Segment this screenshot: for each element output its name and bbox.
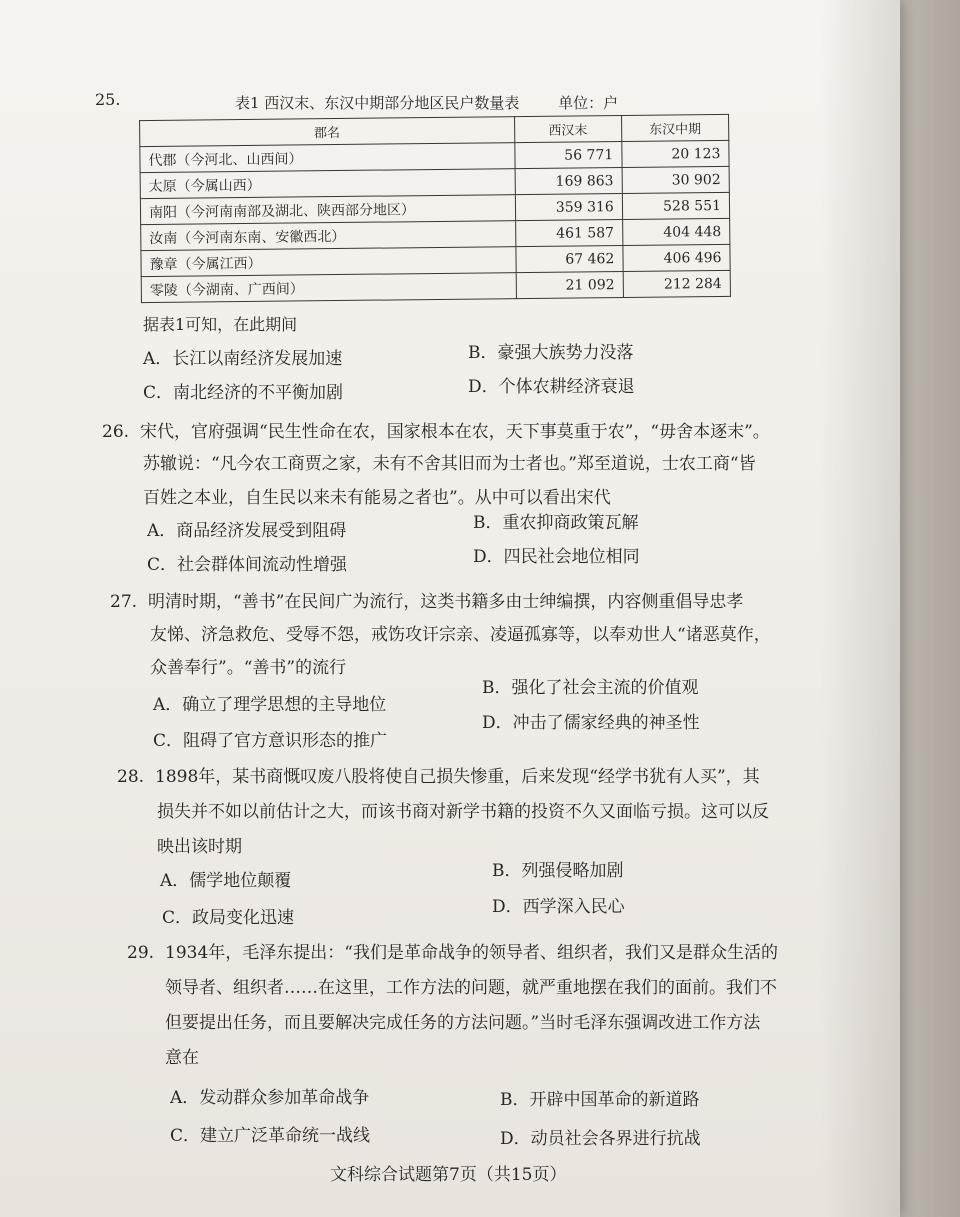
question-text: 1934年，毛泽东提出：“我们是革命战争的领导者、组织者，我们又是群众生活的 xyxy=(165,943,778,963)
option-c: C．社会群体间流动性增强 xyxy=(147,555,348,575)
table-title: 表1 西汉末、东汉中期部分地区民户数量表 xyxy=(235,94,520,112)
option-a: A．商品经济发展受到阻碍 xyxy=(147,521,347,541)
question-number: 27. xyxy=(110,592,138,612)
question-text: 领导者、组织者……在这里，工作方法的问题，就严重地摆在我们的面前。我们不 xyxy=(165,978,777,998)
question-text: 友悌、济急救危、受辱不怨，戒饬攻讦宗亲、凌逼孤寡等，以奉劝世人“诸恶莫作， xyxy=(150,625,771,645)
east-han-cell: 30 902 xyxy=(622,166,729,193)
option-d: D．冲击了儒家经典的神圣性 xyxy=(482,713,700,733)
table-caption xyxy=(235,92,618,113)
option-c: C．政局变化迅速 xyxy=(162,908,295,928)
region-cell: 南阳（今河南南部及湖北、陕西部分地区） xyxy=(140,195,515,225)
question-stem: 据表1可知，在此期间 xyxy=(143,315,298,334)
west-han-cell: 56 771 xyxy=(514,142,621,169)
region-cell: 汝南（今河南东南、安徽西北） xyxy=(141,221,516,251)
option-a: A．发动群众参加革命战争 xyxy=(170,1088,370,1108)
page-footer: 文科综合试题第7页（共15页） xyxy=(330,1165,567,1185)
background-shadow xyxy=(820,0,960,1217)
question-number: 25. xyxy=(95,90,121,109)
question-text: 宋代，官府强调“民生性命在农，国家根本在农，天下事莫重于农”，“毋舍本逐末”。 xyxy=(140,422,770,442)
option-a: A．确立了理学思想的主导地位 xyxy=(153,695,387,715)
option-b: B．列强侵略加剧 xyxy=(492,861,624,881)
question-number: 26. xyxy=(102,422,130,442)
option-a: A．儒学地位颠覆 xyxy=(160,871,292,891)
east-han-cell: 528 551 xyxy=(622,192,729,219)
table-row xyxy=(141,270,730,302)
region-cell: 豫章（今属江西） xyxy=(141,247,516,277)
header-west-han: 西汉末 xyxy=(514,116,621,143)
question-text: 意在 xyxy=(165,1048,199,1068)
option-b: B．开辟中国革命的新道路 xyxy=(500,1090,700,1110)
option-d: D．动员社会各界进行抗战 xyxy=(500,1129,701,1149)
question-number: 28. xyxy=(117,767,145,787)
question-number: 29. xyxy=(127,943,155,963)
option-b: B．强化了社会主流的价值观 xyxy=(482,678,699,698)
question-line xyxy=(127,938,778,963)
question-line xyxy=(110,587,743,612)
option-b: B．重农抑商政策瓦解 xyxy=(473,513,639,533)
question-text: 百姓之本业，自生民以来未有能易之者也”。从中可以看出宋代 xyxy=(143,488,611,508)
east-han-cell: 404 448 xyxy=(622,218,729,245)
header-region: 郡名 xyxy=(140,117,515,147)
region-cell: 零陵（今湖南、广西间） xyxy=(141,273,516,303)
option-d: D．四民社会地位相同 xyxy=(473,547,640,567)
region-cell: 太原（今属山西） xyxy=(140,169,515,199)
population-table xyxy=(139,114,731,303)
question-text: 但要提出任务，而且要解决完成任务的方法问题。”当时毛泽东强调改进工作方法 xyxy=(165,1013,761,1033)
question-text: 明清时期，“善书”在民间广为流行，这类书籍多由士绅编撰，内容侧重倡导忠孝 xyxy=(148,592,744,612)
region-cell: 代郡（今河北、山西间） xyxy=(140,143,515,173)
question-text: 映出该时期 xyxy=(157,837,242,857)
west-han-cell: 169 863 xyxy=(515,168,622,195)
question-line xyxy=(117,762,760,787)
option-c: C．南北经济的不平衡加剧 xyxy=(143,383,344,403)
question-text: 众善奉行”。“善书”的流行 xyxy=(150,658,347,678)
option-c: C．阻碍了官方意识形态的推广 xyxy=(153,731,388,751)
option-c: C．建立广泛革命统一战线 xyxy=(170,1126,371,1146)
option-d: D．个体农耕经济衰退 xyxy=(468,377,635,397)
west-han-cell: 21 092 xyxy=(516,272,623,299)
header-east-han: 东汉中期 xyxy=(621,114,728,141)
option-d: D．西学深入民心 xyxy=(492,897,625,917)
question-text: 1898年，某书商慨叹废八股将使自己损失惨重，后来发现“经学书犹有人买”，其 xyxy=(155,767,760,787)
question-line xyxy=(102,417,770,442)
question-text: 损失并不如以前估计之大，而该书商对新学书籍的投资不久又面临亏损。这可以反 xyxy=(157,802,769,822)
east-han-cell: 212 284 xyxy=(623,270,730,297)
option-a: A．长江以南经济发展加速 xyxy=(143,349,343,369)
table-unit: 单位：户 xyxy=(558,94,619,112)
west-han-cell: 461 587 xyxy=(515,220,622,247)
west-han-cell: 67 462 xyxy=(516,246,623,273)
east-han-cell: 406 496 xyxy=(623,244,730,271)
option-b: B．豪强大族势力没落 xyxy=(468,343,634,363)
question-text: 苏辙说：“凡今农工商贾之家，未有不舍其旧而为士者也。”郑至道说，士农工商“皆 xyxy=(143,454,756,474)
west-han-cell: 359 316 xyxy=(515,194,622,221)
east-han-cell: 20 123 xyxy=(622,140,729,167)
